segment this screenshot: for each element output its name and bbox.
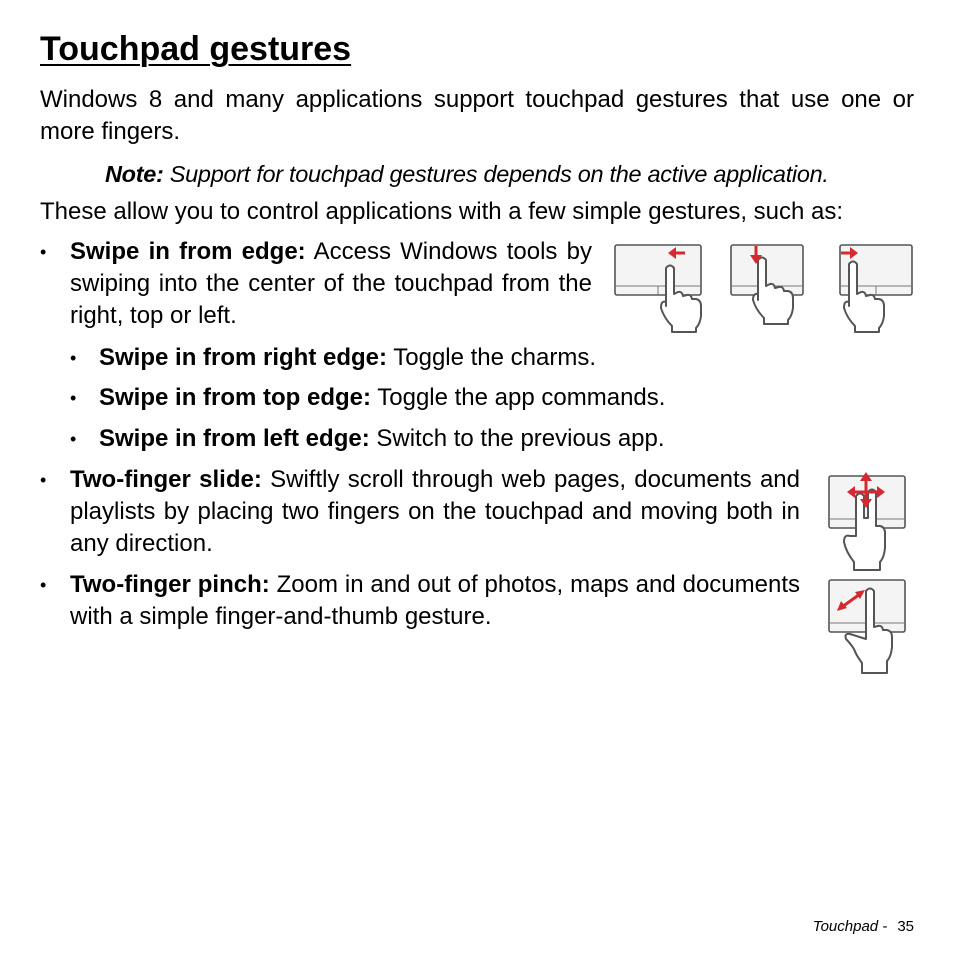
list-item-two-finger-slide — [70, 464, 800, 560]
note-text: Support for touchpad gestures depends on the active application. — [163, 161, 829, 187]
list-item-text: Swiftly scroll through web pages, documents and playlists by placing two fingers on the touchpad and moving both in any direction. — [70, 466, 800, 557]
page-number: 35 — [897, 918, 914, 935]
sub-item-right-edge — [99, 342, 899, 374]
bullet-marker: • — [70, 388, 77, 408]
intro-paragraph: Windows 8 and many applications support touchpad gestures that use one or more fingers. — [40, 86, 914, 145]
bullet-marker: • — [40, 470, 47, 490]
list-item-label: Swipe in from edge: — [70, 238, 306, 265]
note-paragraph — [105, 158, 925, 190]
sub-item-label: Swipe in from left edge: — [99, 425, 370, 452]
page-title: Touchpad gestures — [40, 30, 352, 68]
sub-item-left-edge — [99, 423, 899, 455]
bullet-marker: • — [40, 242, 47, 262]
list-item-text: Zoom in and out of photos, maps and documents with a simple finger-and-thumb gesture. — [70, 571, 800, 630]
footer-section: Touchpad - — [812, 918, 888, 935]
sub-item-text: Toggle the app commands. — [371, 384, 666, 411]
note-label: Note: — [105, 161, 164, 187]
two-finger-slide-icon — [826, 470, 910, 574]
sub-item-text: Toggle the charms. — [387, 344, 597, 371]
sub-item-label: Swipe in from top edge: — [99, 384, 372, 411]
list-item-swipe-edge — [70, 236, 592, 332]
bullet-marker: • — [70, 429, 77, 449]
swipe-left-edge-icon — [837, 242, 917, 334]
page-footer — [813, 918, 914, 935]
bullet-marker: • — [70, 348, 77, 368]
sub-item-top-edge — [99, 382, 899, 414]
lead-paragraph: These allow you to control applications with a few simple gestures, such as: — [40, 198, 844, 225]
list-item-label: Two-finger slide: — [70, 466, 262, 493]
swipe-top-edge-icon — [728, 242, 808, 326]
list-item-two-finger-pinch — [70, 569, 800, 633]
bullet-marker: • — [40, 575, 47, 595]
list-item-text: Access Windows tools by swiping into the center of the touchpad from the right, top or left. — [70, 238, 592, 329]
sub-item-text: Switch to the previous app. — [369, 425, 665, 452]
two-finger-pinch-icon — [826, 577, 910, 677]
sub-item-label: Swipe in from right edge: — [99, 344, 388, 371]
swipe-right-edge-icon — [612, 242, 708, 334]
list-item-label: Two-finger pinch: — [70, 571, 270, 598]
